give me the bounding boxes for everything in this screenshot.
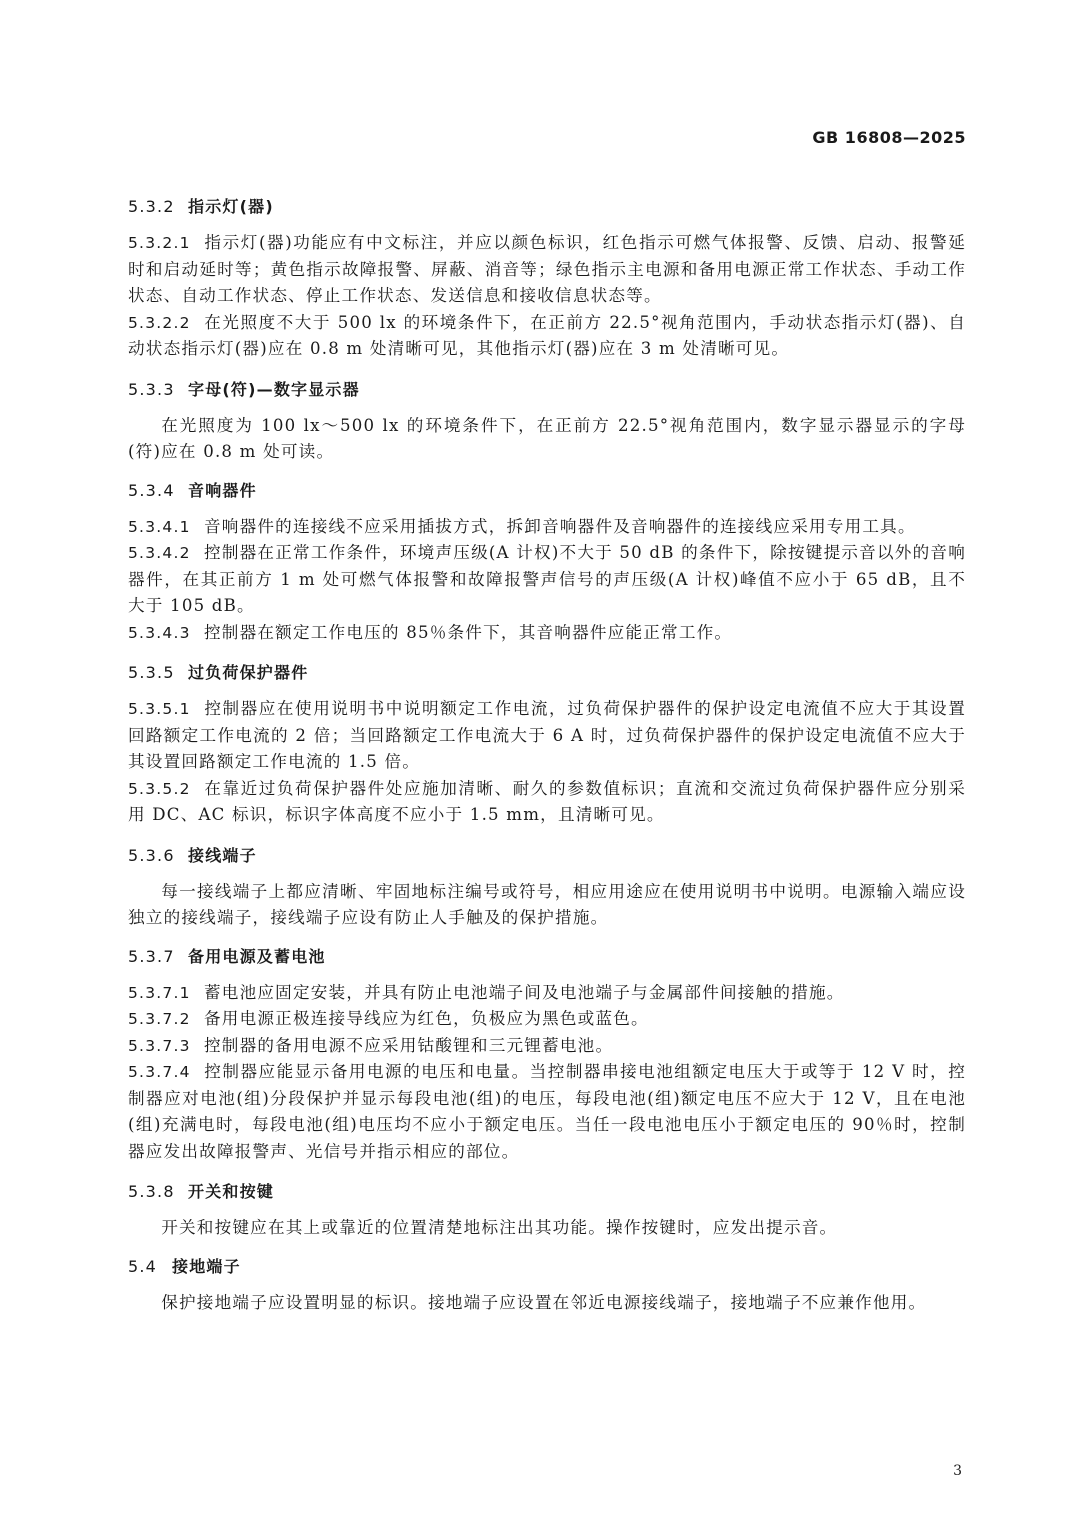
clause-number: 5.3.5.2	[128, 779, 191, 798]
clause-number: 5.3.7.3	[128, 1036, 191, 1055]
clause-5-3-7-1	[128, 980, 966, 1007]
paragraph-5-3-8: 开关和按键应在其上或靠近的位置清楚地标注出其功能。操作按键时，应发出提示音。	[161, 1218, 838, 1237]
clause-number: 5.3.4.3	[128, 623, 191, 642]
standard-number: GB 16808—2025	[812, 128, 966, 147]
document-body	[128, 190, 966, 1328]
section-heading-5-3-3	[128, 377, 966, 403]
clause-number: 5.3.4.2	[128, 544, 191, 562]
clause-number: 5.3.7.1	[128, 983, 191, 1002]
section-title: 接地端子	[172, 1256, 241, 1276]
section-heading-5-3-5	[128, 660, 966, 686]
clause-5-3-5-1	[128, 696, 966, 776]
section-number: 5.3.2	[128, 197, 175, 216]
clause-number: 5.3.4.1	[128, 517, 191, 536]
paragraph-5-3-3: 在光照度为 100 lx～500 lx 的环境条件下，在正前方 22.5°视角范围内，数字显示器显示的字母(符)应在 0.8 m 处可读。	[128, 415, 966, 461]
paragraph-5-3-6: 每一接线端子上都应清晰、牢固地标注编号或符号，相应用途应在使用说明书中说明。电源输入端应设独立的接线端子，接线端子应设有防止人手触及的保护措施。	[128, 881, 966, 927]
clause-text: 控制器的备用电源不应采用钴酸锂和三元锂蓄电池。	[204, 1035, 614, 1055]
section-title: 开关和按键	[188, 1182, 275, 1201]
clause-text: 备用电源正极连接导线应为红色，负极应为黑色或蓝色。	[204, 1009, 649, 1028]
section-title: 接线端子	[188, 845, 257, 865]
section-number: 5.3.6	[128, 845, 175, 865]
section-number: 5.3.3	[128, 379, 175, 399]
clause-text: 音响器件的连接线不应采用插拔方式，拆卸音响器件及音响器件的连接线应采用专用工具。	[204, 516, 916, 536]
section-number: 5.3.4	[128, 480, 175, 500]
clause-text: 在光照度不大于 500 lx 的环境条件下，在正前方 22.5°视角范围内，手动状态指示灯(器)、自动状态指示灯(器)应在 0.8 m 处清晰可见，其他指示灯(器)应在 3 m 处清晰可见。	[128, 312, 966, 358]
section-heading-5-3-8	[128, 1179, 966, 1205]
clause-number: 5.3.2.1	[128, 234, 191, 252]
section-heading-5-3-6	[128, 843, 966, 869]
clause-5-3-4-1	[128, 514, 966, 541]
section-number: 5.3.5	[128, 663, 175, 682]
clause-text: 控制器在正常工作条件，环境声压级(A 计权)不大于 50 dB 的条件下，除按键提示音以外的音响器件，在其正前方 1 m 处可燃气体报警和故障报警声信号的声压级(A 计权)峰值不应小于 65 dB，且不大于 105 dB。	[128, 543, 966, 615]
clause-5-3-7-2	[128, 1006, 966, 1033]
section-title: 过负荷保护器件	[188, 663, 309, 682]
section-heading-5-3-7	[128, 944, 966, 970]
clause-number: 5.3.7.2	[128, 1010, 191, 1028]
section-heading-5-4	[128, 1254, 966, 1280]
clause-text: 控制器应在使用说明书中说明额定工作电流，过负荷保护器件的保护设定电流值不应大于其设置回路额定工作电流的 2 倍；当回路额定工作电流大于 6 A 时，过负荷保护器件的保护设定电流值不应大于其设置回路额定工作电流的 1.5 倍。	[128, 699, 966, 771]
paragraph-5-4: 保护接地端子应设置明显的标识。接地端子应设置在邻近电源接线端子，接地端子不应兼作他用。	[161, 1292, 927, 1312]
clause-number: 5.3.7.4	[128, 1063, 191, 1081]
section-heading-5-3-4	[128, 478, 966, 504]
clause-text: 蓄电池应固定安装，并具有防止电池端子间及电池端子与金属部件间接触的措施。	[204, 982, 845, 1002]
clause-5-3-2-1	[128, 230, 966, 310]
section-title: 指示灯(器)	[188, 197, 274, 216]
clause-text: 控制器应能显示备用电源的电压和电量。当控制器串接电池组额定电压大于或等于 12 V 时，控制器应对电池(组)分段保护并显示每段电池(组)的电压，每段电池(组)额定电压不应大于 12 V，且在电池(组)充满电时，每段电池(组)电压均不应小于额定电压。当任一段电池电压小于额定电压的 90％时，控制器应发出故障报警声、光信号并指示相应的部位。	[128, 1062, 966, 1161]
clause-text: 在靠近过负荷保护器件处应施加清晰、耐久的参数值标识；直流和交流过负荷保护器件应分别采用 DC、AC 标识，标识字体高度不应小于 1.5 mm，且清晰可见。	[128, 778, 966, 824]
section-title: 字母(符)—数字显示器	[188, 379, 360, 399]
section-number: 5.3.7	[128, 946, 175, 966]
section-number: 5.3.8	[128, 1182, 175, 1201]
clause-number: 5.3.2.2	[128, 313, 191, 332]
page-number: 3	[953, 1463, 962, 1479]
clause-5-3-2-2	[128, 310, 966, 363]
section-number: 5.4	[128, 1256, 158, 1276]
clause-text: 控制器在额定工作电压的 85％条件下，其音响器件应能正常工作。	[204, 622, 733, 642]
clause-5-3-5-2	[128, 776, 966, 829]
clause-5-3-7-3	[128, 1033, 966, 1060]
clause-text: 指示灯(器)功能应有中文标注，并应以颜色标识，红色指示可燃气体报警、反馈、启动、报警延时和启动延时等；黄色指示故障报警、屏蔽、消音等；绿色指示主电源和备用电源正常工作状态、手动工作状态、自动工作状态、停止工作状态、发送信息和接收信息状态等。	[128, 233, 966, 305]
clause-5-3-4-2	[128, 540, 966, 620]
clause-5-3-4-3	[128, 620, 966, 647]
clause-number: 5.3.5.1	[128, 700, 191, 718]
section-title: 音响器件	[188, 480, 257, 500]
section-title: 备用电源及蓄电池	[188, 946, 326, 966]
clause-5-3-7-4	[128, 1059, 966, 1165]
section-heading-5-3-2	[128, 194, 966, 220]
